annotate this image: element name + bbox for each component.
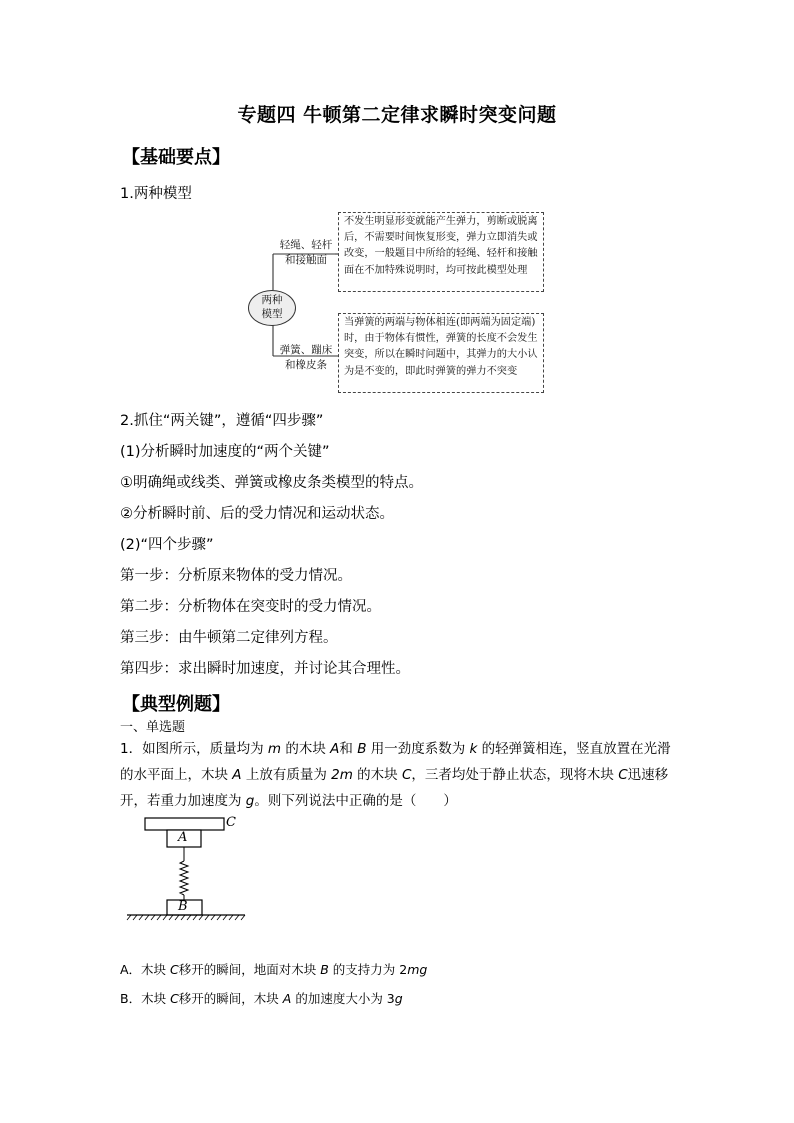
choice-b[interactable]: B．木块 C移开的瞬间，木块 A 的加速度大小为 3g [120,991,403,1006]
block-c [145,818,224,830]
list-item: 第一步：分析原来物体的受力情况。 [120,568,352,584]
list-item: 第二步：分析物体在突变时的受力情况。 [120,599,381,615]
choice-a[interactable]: A．木块 C移开的瞬间，地面对木块 B 的支持力为 2mg [120,962,428,977]
item-two-models: 1.两种模型 [120,186,192,202]
label-b: B [178,899,188,914]
list-item: ①明确绳或线类、弹簧或橡皮条类模型的特点。 [120,475,423,491]
page-title: 专题四 牛顿第二定律求瞬时突变问题 [237,104,557,126]
box-rope-model: 不发生明显形变就能产生弹力，剪断或脱离后，不需要时间恢复形变，弹力立即消失或改变，一般题目中所给的轻绳、轻杆和接触面在不加特殊说明时，均可按此模型处理 [338,212,544,292]
section-basics-heading: 【基础要点】 [122,147,230,168]
branch-top-label: 轻绳、轻杆 和接触面 [279,239,333,266]
question-1-text: 1．如图所示，质量均为 m 的木块 A和 B 用一劲度系数为 k 的轻弹簧相连，竖直放置在光滑的水平面上，木块 A 上放有质量为 2m 的木块 C，三者均处于静止状态，现将木块 C迅速移开，若重力加速度为 g。则下列说法中正确的是（ ） [120,741,671,809]
list-item: ②分析瞬时前、后的受力情况和运动状态。 [120,506,394,522]
list-item: (2)“四个步骤” [120,537,214,553]
section-examples-heading: 【典型例题】 [122,694,230,715]
label-c: C [226,815,236,830]
ground-hatch [127,915,245,920]
subsection-single-choice: 一、单选题 [120,720,186,735]
list-item: 第四步：求出瞬时加速度，并讨论其合理性。 [120,661,410,677]
box-spring-model: 当弹簧的两端与物体相连(即两端为固定端)时，由于物体有惯性，弹簧的长度不会发生突变，所以在瞬时问题中，其弹力的大小认为是不变的，即此时弹簧的弹力不突变 [338,313,544,393]
item-two-keys: 2.抓住“两关键”，遵循“四步骤” [120,413,324,429]
diagram-center-label: 两种 模型 [261,294,283,320]
list-item: 第三步：由牛顿第二定律列方程。 [120,630,338,646]
branch-bottom-label: 弹簧、蹦床 和橡皮条 [279,344,333,371]
label-a: A [178,830,188,845]
spring [180,861,188,895]
list-item: (1)分析瞬时加速度的“两个关键” [120,444,330,460]
